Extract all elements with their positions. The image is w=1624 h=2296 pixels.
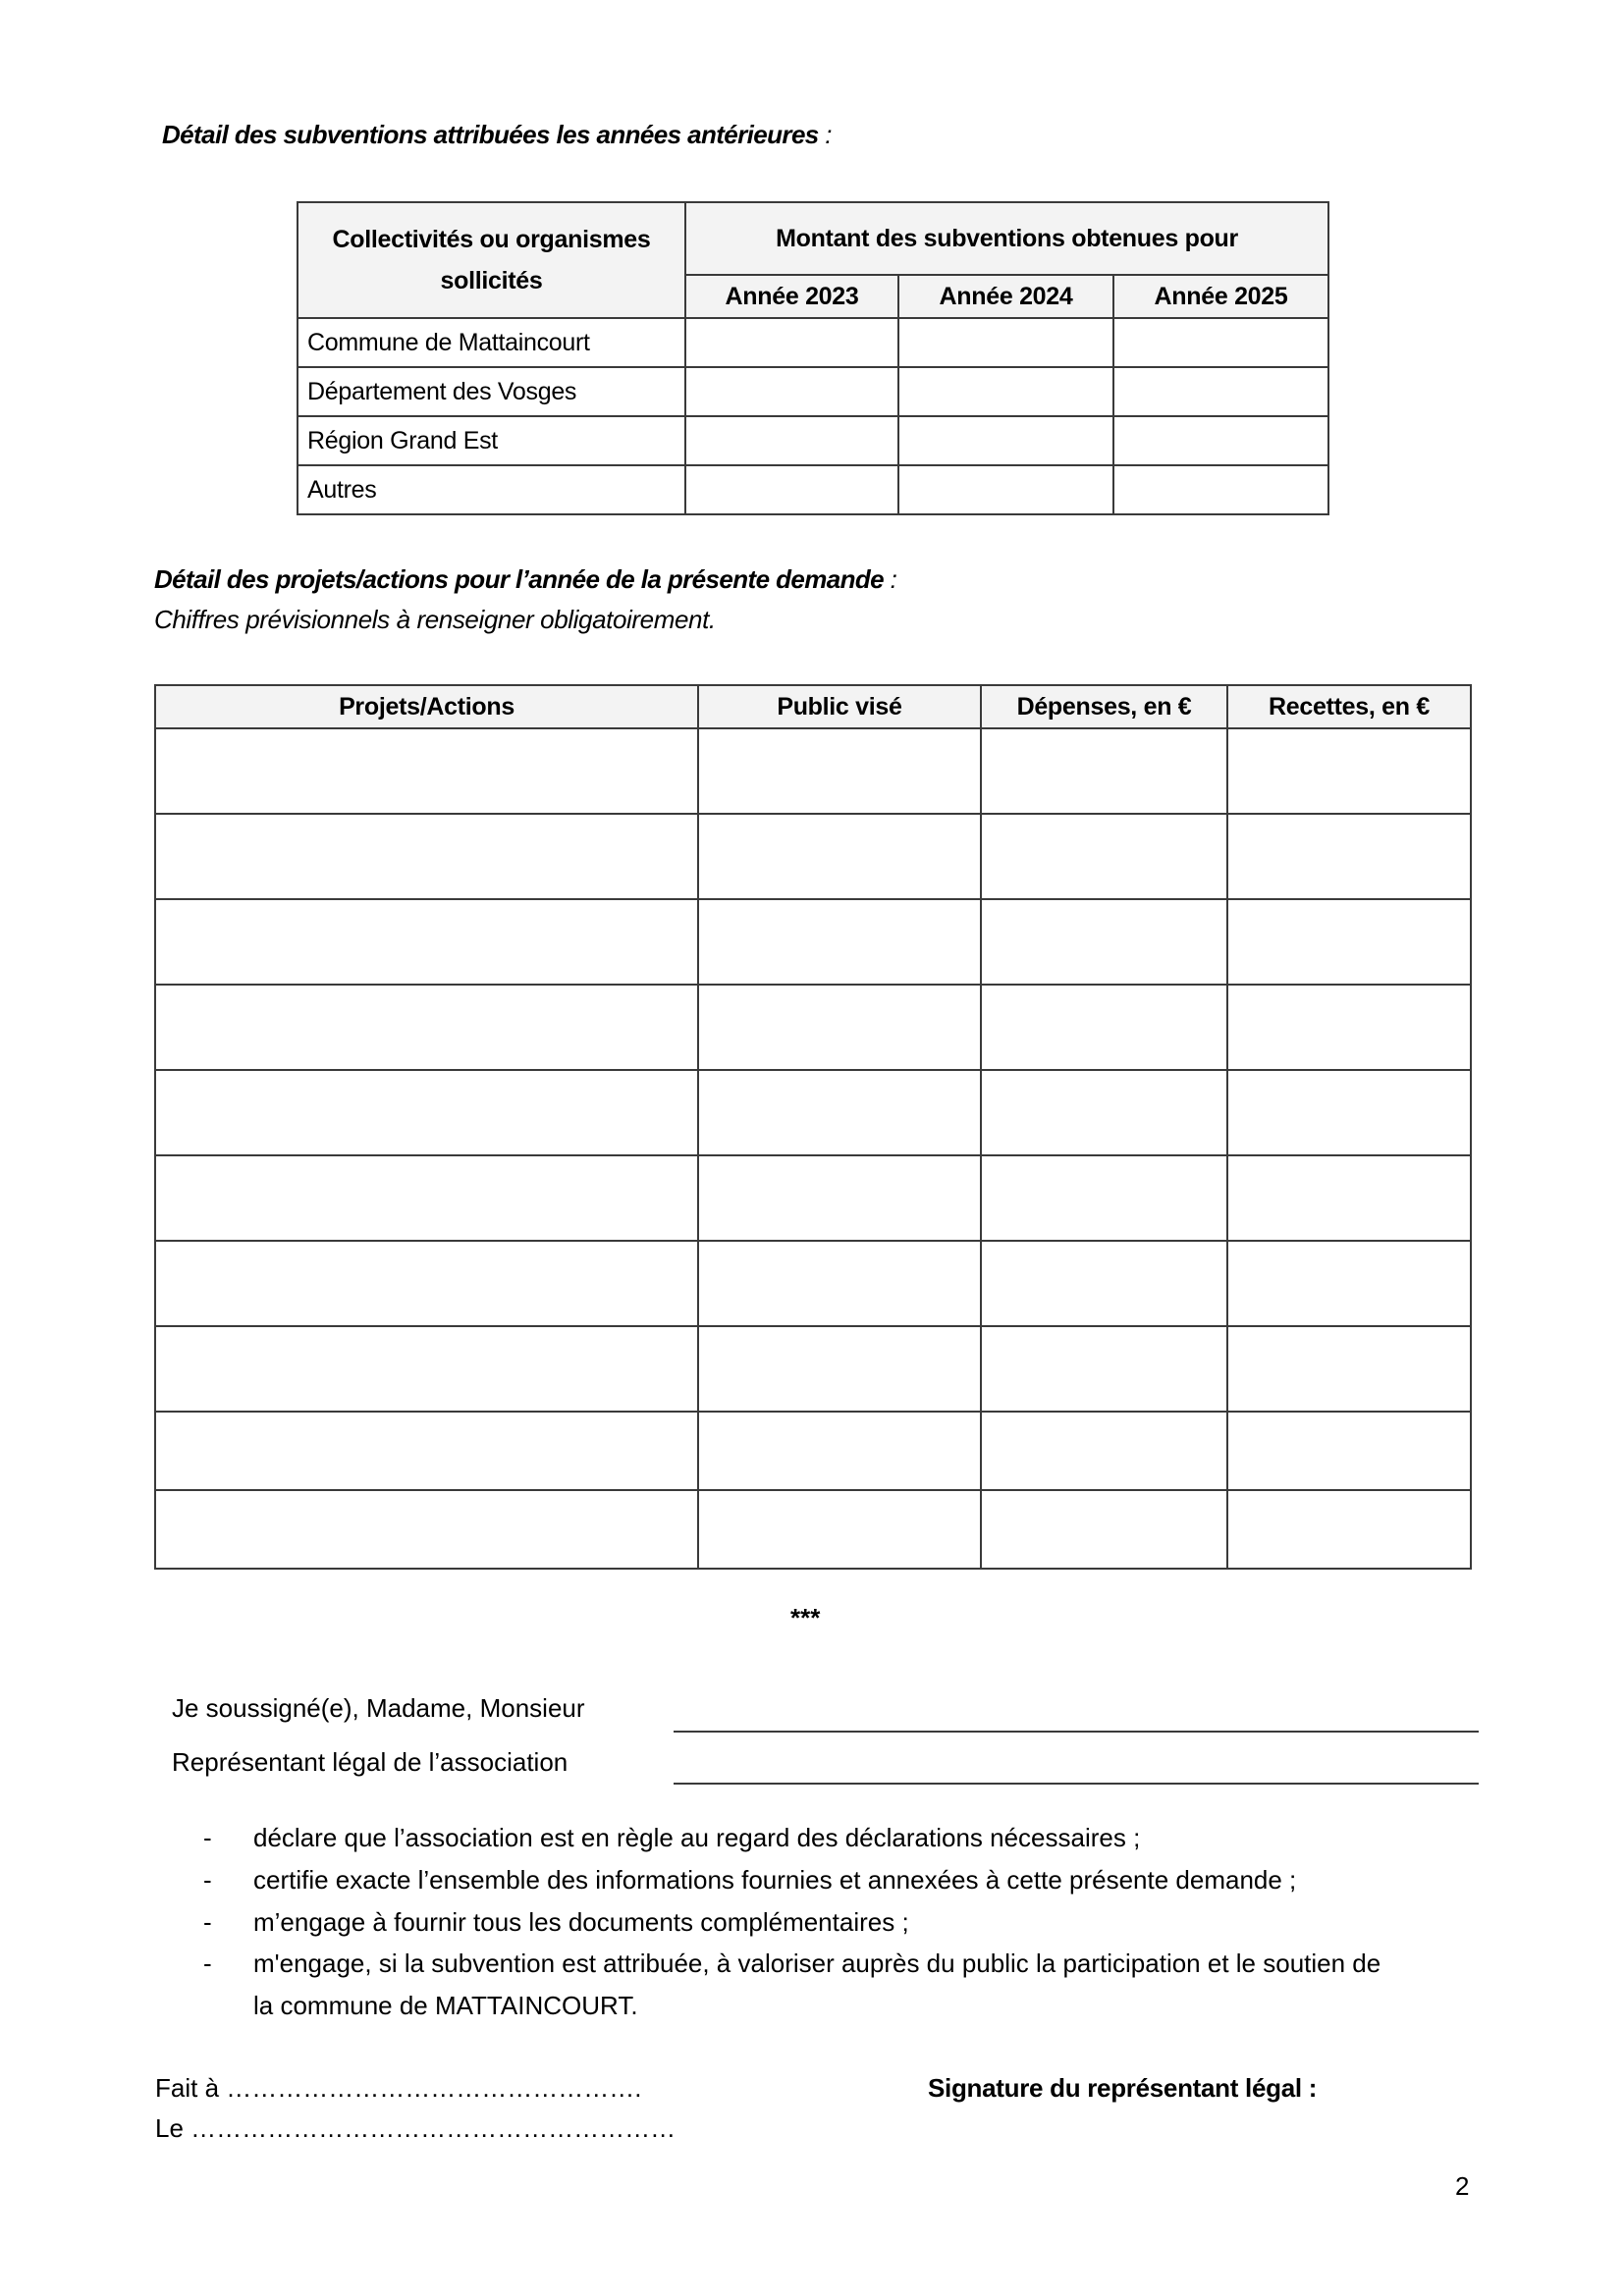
header-year-2025: Année 2025 — [1113, 275, 1328, 318]
expenses-cell[interactable] — [981, 1490, 1227, 1569]
revenues-cell[interactable] — [1227, 1490, 1471, 1569]
table-row — [155, 1070, 1471, 1155]
revenues-cell[interactable] — [1227, 985, 1471, 1070]
audience-cell[interactable] — [698, 899, 981, 985]
amount-cell[interactable] — [898, 416, 1113, 465]
row-label: Autres — [298, 465, 685, 514]
header-year-2024: Année 2024 — [898, 275, 1113, 318]
declaration-item: m'engage, si la subvention est attribuée, à valoriser auprès du public la participation et le soutien de — [253, 1949, 1381, 1978]
revenues-cell[interactable] — [1227, 1070, 1471, 1155]
amount-cell[interactable] — [685, 416, 898, 465]
project-cell[interactable] — [155, 985, 698, 1070]
expenses-cell[interactable] — [981, 899, 1227, 985]
revenues-cell[interactable] — [1227, 1326, 1471, 1412]
section-previous-heading — [162, 120, 832, 150]
declaration-item-continuation: la commune de MATTAINCOURT. — [253, 1991, 638, 2020]
project-cell[interactable] — [155, 1241, 698, 1326]
declaration-item: déclare que l’association est en règle au regard des déclarations nécessaires ; — [253, 1823, 1141, 1852]
heading-colon: : — [818, 120, 832, 149]
section-projects-heading — [154, 564, 896, 595]
table-row — [298, 465, 1328, 514]
project-cell[interactable] — [155, 728, 698, 814]
page-number: 2 — [1455, 2171, 1470, 2201]
amount-cell[interactable] — [898, 367, 1113, 416]
table-row — [155, 1412, 1471, 1490]
header-year-2023: Année 2023 — [685, 275, 898, 318]
projects-note: Chiffres prévisionnels à renseigner obligatoirement. — [154, 605, 716, 634]
amount-cell[interactable] — [685, 367, 898, 416]
previous-subsidies-table — [297, 201, 1329, 515]
bullet-dash: - — [203, 1823, 212, 1852]
project-cell[interactable] — [155, 1490, 698, 1569]
revenues-cell[interactable] — [1227, 814, 1471, 899]
expenses-cell[interactable] — [981, 814, 1227, 899]
heading-colon: : — [884, 564, 897, 594]
separator-stars: *** — [790, 1603, 821, 1632]
amount-cell[interactable] — [1113, 465, 1328, 514]
expenses-cell[interactable] — [981, 1241, 1227, 1326]
amount-cell[interactable] — [1113, 318, 1328, 367]
amount-cell[interactable] — [685, 318, 898, 367]
date-field[interactable]: Le ………………………………………………… — [155, 2113, 677, 2143]
revenues-cell[interactable] — [1227, 1412, 1471, 1490]
amount-cell[interactable] — [1113, 416, 1328, 465]
table-row — [298, 416, 1328, 465]
audience-cell[interactable] — [698, 728, 981, 814]
declaration-item: certifie exacte l’ensemble des informations fournies et annexées à cette présente demande ; — [253, 1865, 1297, 1895]
audience-cell[interactable] — [698, 1241, 981, 1326]
table-row — [155, 985, 1471, 1070]
expenses-cell[interactable] — [981, 1155, 1227, 1241]
projects-table — [154, 684, 1472, 1570]
place-field[interactable]: Fait à …………………………………………. — [155, 2073, 642, 2103]
bullet-dash: - — [203, 1865, 212, 1895]
revenues-cell[interactable] — [1227, 899, 1471, 985]
amount-cell[interactable] — [898, 465, 1113, 514]
header-organisms: Collectivités ou organismes sollicités — [298, 202, 685, 318]
bullet-dash: - — [203, 1907, 212, 1937]
table-row — [155, 814, 1471, 899]
table-row — [298, 367, 1328, 416]
signature-label: Signature du représentant légal : — [928, 2073, 1318, 2103]
row-label: Département des Vosges — [298, 367, 685, 416]
table-row — [155, 1326, 1471, 1412]
audience-cell[interactable] — [698, 1155, 981, 1241]
header-amount-group: Montant des subventions obtenues pour — [685, 202, 1328, 275]
table-row — [155, 1241, 1471, 1326]
row-label: Région Grand Est — [298, 416, 685, 465]
header-expenses: Dépenses, en € — [981, 685, 1227, 728]
expenses-cell[interactable] — [981, 985, 1227, 1070]
audience-cell[interactable] — [698, 814, 981, 899]
declaration-item: m’engage à fournir tous les documents complémentaires ; — [253, 1907, 909, 1937]
row-label: Commune de Mattaincourt — [298, 318, 685, 367]
signer-input-line[interactable] — [674, 1731, 1479, 1733]
table-row — [155, 899, 1471, 985]
header-projects: Projets/Actions — [155, 685, 698, 728]
expenses-cell[interactable] — [981, 1412, 1227, 1490]
project-cell[interactable] — [155, 1412, 698, 1490]
header-audience: Public visé — [698, 685, 981, 728]
table-row — [155, 1490, 1471, 1569]
table-row — [298, 318, 1328, 367]
representative-input-line[interactable] — [674, 1783, 1479, 1785]
project-cell[interactable] — [155, 899, 698, 985]
expenses-cell[interactable] — [981, 1070, 1227, 1155]
revenues-cell[interactable] — [1227, 1155, 1471, 1241]
header-revenues: Recettes, en € — [1227, 685, 1471, 728]
bullet-dash: - — [203, 1949, 212, 1978]
audience-cell[interactable] — [698, 985, 981, 1070]
audience-cell[interactable] — [698, 1412, 981, 1490]
revenues-cell[interactable] — [1227, 728, 1471, 814]
audience-cell[interactable] — [698, 1326, 981, 1412]
representative-label: Représentant légal de l’association — [172, 1747, 568, 1777]
project-cell[interactable] — [155, 814, 698, 899]
audience-cell[interactable] — [698, 1070, 981, 1155]
audience-cell[interactable] — [698, 1490, 981, 1569]
expenses-cell[interactable] — [981, 1326, 1227, 1412]
table-row — [155, 728, 1471, 814]
revenues-cell[interactable] — [1227, 1241, 1471, 1326]
project-cell[interactable] — [155, 1070, 698, 1155]
amount-cell[interactable] — [898, 318, 1113, 367]
heading-text: Détail des subventions attribuées les années antérieures — [162, 120, 819, 149]
amount-cell[interactable] — [685, 465, 898, 514]
table-row — [155, 1155, 1471, 1241]
expenses-cell[interactable] — [981, 728, 1227, 814]
signer-label: Je soussigné(e), Madame, Monsieur — [172, 1693, 585, 1723]
heading-text: Détail des projets/actions pour l’année de la présente demande — [154, 564, 885, 594]
project-cell[interactable] — [155, 1155, 698, 1241]
amount-cell[interactable] — [1113, 367, 1328, 416]
project-cell[interactable] — [155, 1326, 698, 1412]
